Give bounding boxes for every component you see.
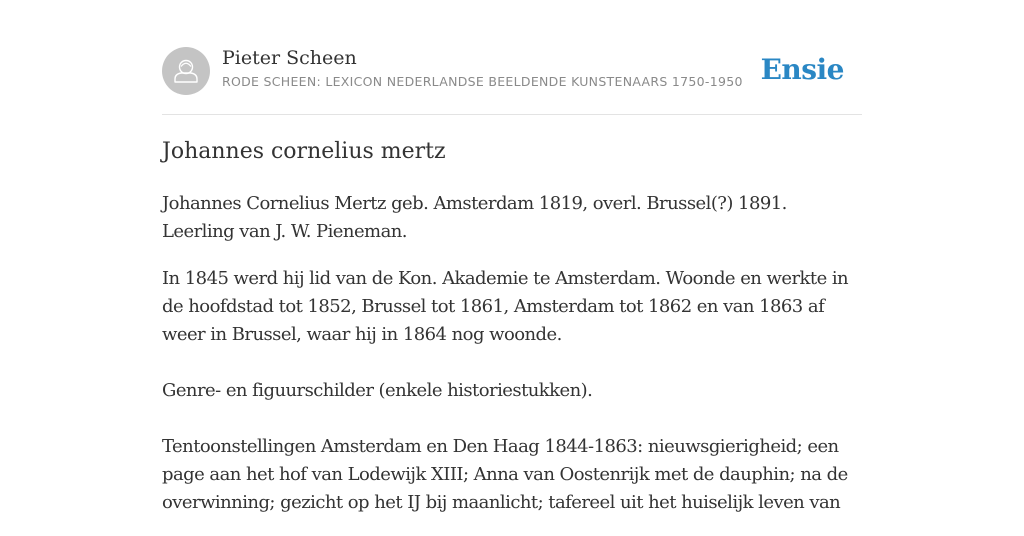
paragraph: Johannes Cornelius Mertz geb. Amsterdam 1819, overl. Brussel(?) 1891. Leerling van J. W. Pieneman. bbox=[162, 193, 787, 242]
article-title: Johannes cornelius mertz bbox=[162, 139, 446, 164]
ensie-logo[interactable]: Ensie bbox=[760, 53, 844, 86]
paragraph: Genre- en figuurschilder (enkele historiestukken). bbox=[162, 380, 593, 401]
author-name[interactable]: Pieter Scheen bbox=[222, 47, 357, 69]
paragraph: Tentoonstellingen Amsterdam en Den Haag 1844-1863: nieuwsgierigheid; een page aan het hof van Lodewijk XIII; Anna van Oostenrijk met de dauphin; na de overwinning; gezicht op het IJ bij maanlicht; tafereel uit het huiselijk leven van bbox=[162, 436, 848, 513]
user-avatar-icon bbox=[162, 47, 210, 95]
source-title[interactable]: RODE SCHEEN: LEXICON NEDERLANDSE BEELDENDE KUNSTENAARS 1750-1950 bbox=[222, 74, 743, 89]
paragraph: In 1845 werd hij lid van de Kon. Akademie te Amsterdam. Woonde en werkte in de hoofdstad tot 1852, Brussel tot 1861, Amsterdam tot 1862 en van 1863 af weer in Brussel, waar hij in 1864 nog woonde. bbox=[162, 268, 849, 345]
article-header bbox=[162, 46, 862, 115]
article-body bbox=[162, 190, 862, 536]
author-avatar[interactable] bbox=[162, 47, 210, 95]
